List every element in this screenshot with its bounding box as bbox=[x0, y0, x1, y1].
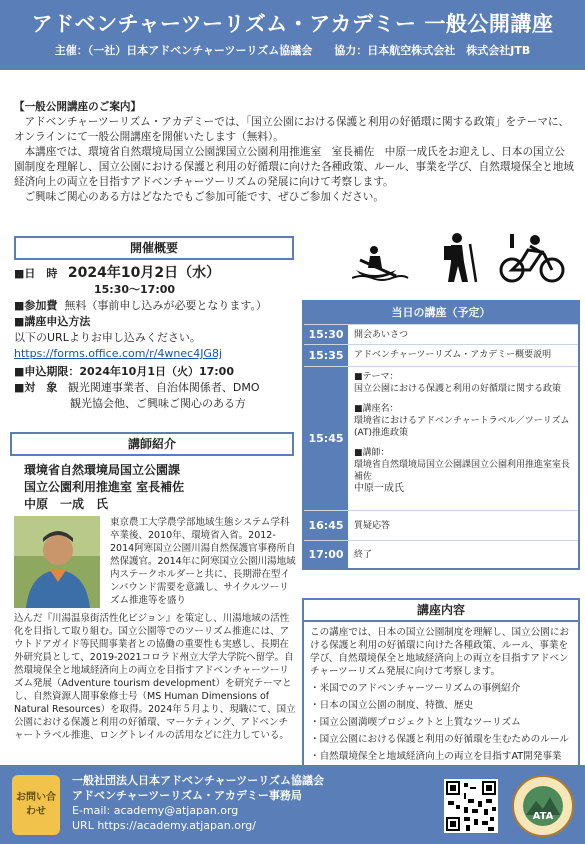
event-time: 15:30～17:00 bbox=[94, 283, 176, 296]
schedule-row bbox=[304, 324, 578, 344]
rowing-icon bbox=[352, 246, 408, 280]
schedule-row bbox=[304, 366, 578, 510]
apply-url-link[interactable]: https://forms.office.com/r/4wnec4JG8j bbox=[14, 347, 223, 360]
page-title: アドベンチャーツーリズム・アカデミー 一般公開講座 bbox=[31, 12, 554, 36]
schedule-time: 15:45 bbox=[304, 367, 348, 510]
schedule-text: 終了 bbox=[354, 550, 373, 560]
schedule-text: 開会あいさつ bbox=[354, 330, 409, 340]
target-line-2: 観光協会他、ご興味ご関心のある方 bbox=[70, 397, 246, 410]
logo-text: ATA bbox=[532, 811, 554, 822]
apply-text: 以下のURLよりお申し込みください。 bbox=[14, 331, 201, 344]
lecturer-name: 中原 一成 氏 bbox=[24, 497, 109, 511]
course-label: ■講座名： bbox=[354, 404, 399, 414]
theme-text: 国立公園における保護と利用の好循環に関する政策 bbox=[354, 384, 562, 394]
schedule-time: 15:30 bbox=[304, 325, 348, 344]
lecturer-org: 環境省自然環境局国立公園課国立公園利用推進室室長補佐 bbox=[354, 460, 571, 482]
fee-value: 無料（事前申し込みが必要となります。） bbox=[64, 299, 268, 312]
intro-paragraph-3: ご興味ご関心のある方はどなたでもご参加可能です、ぜひご参加ください。 bbox=[24, 191, 384, 203]
lecturer-bio-top: 東京農工大学農学部地域生態システム学科卒業後、2010年、環境省入省。2012-2014阿寒国立公園川湯自然保護官事務所自然保護官。2014年に阿寒国立公園川湯地域内ステークホルダーと共に、長期滞在型インバウンド需要を意識し、サイクルツーリズム推進等を盛り bbox=[110, 517, 296, 606]
schedule-time: 17:00 bbox=[304, 541, 348, 568]
organizers-line: 主催：（一社）日本アドベンチャーツーリズム協議会 協力：日本航空株式会社 株式会社JTB bbox=[54, 44, 531, 57]
schedule-time: 16:45 bbox=[304, 511, 348, 540]
footer-contact bbox=[72, 773, 324, 833]
content-body bbox=[302, 622, 580, 769]
qr-code[interactable] bbox=[444, 779, 498, 833]
schedule-table bbox=[302, 300, 580, 570]
schedule-time: 15:35 bbox=[304, 345, 348, 366]
email-label: E-mail: bbox=[72, 804, 114, 817]
content-item: ・国立公園満喫プロジェクトと上質なツーリズム bbox=[310, 717, 521, 728]
schedule-row bbox=[304, 344, 578, 366]
schedule-text: アドベンチャーツーリズム・アカデミー概要説明 bbox=[354, 350, 552, 360]
lecturer-title: 講師紹介 bbox=[10, 432, 294, 456]
apply-label: ■講座申込方法 bbox=[14, 315, 91, 328]
schedule-title: 当日の講座（予定） bbox=[304, 302, 578, 324]
overview-title: 開催概要 bbox=[14, 236, 294, 260]
fee-label: ■参加費 bbox=[14, 299, 58, 312]
email-link[interactable]: academy@atjapan.org bbox=[113, 804, 239, 817]
schedule-detail bbox=[348, 367, 578, 510]
intro-heading: 【一般公開講座のご案内】 bbox=[14, 101, 142, 113]
footer-org: 一般社団法人日本アドベンチャーツーリズム協議会 bbox=[72, 774, 325, 787]
content-item: ・国立公園における保護と利用の好循環を生むためのルール bbox=[310, 734, 569, 745]
overview-section bbox=[14, 265, 294, 412]
schedule-row bbox=[304, 540, 578, 568]
schedule-text: 質疑応答 bbox=[354, 521, 391, 531]
intro-paragraph-2: 本講座では、環境省自然環境局国立公園課国立公園利用推進室 室長補佐 中原一成氏をお迎えし、日本の国立公園制度を理解し、国立公園における保護と利用の好循環に向けた各種政策、ルール、事業を学び、自然環境保全と地域経済向上の両立を目指すアドベンチャーツーリズムの発展に向けて考察します。 bbox=[14, 146, 574, 188]
cycling-icon bbox=[501, 234, 563, 281]
content-item: ・米国でのアドベンチャーツーリズムの事例紹介 bbox=[310, 683, 521, 694]
lecturer-name: 中原一成氏 bbox=[354, 483, 404, 494]
website-link[interactable]: https://academy.atjapan.org/ bbox=[97, 819, 256, 832]
lecturer-photo bbox=[14, 516, 100, 608]
lecturer-bio-bottom: 込んだ『川湯温泉街活性化ビジョン』を策定し、川湯地域の活性化を目指して取り組む。国立公園等でのツーリズム推進には、アウトドアガイド等民間事業者との協働の重要性も実感し、長期在外研究員として、2019-2021コロラド州立大学大学院へ留学。自然環境保全と地域経済向上の両立を目指すアドベンチャーツーリズム発展（Adventure tourism development）を研究テーマとし、自然資源人間事象修士号（MS Human Dimensions of Natural Resources）を取得。2024年５月より、現職にて、国立公園における保護と利用の好循環、マーケティング、アドベンチャートラベル推進、ロングトレイルの活用などに注力している。 bbox=[14, 613, 296, 741]
target-line-1: 観光関連事業者、自治体関係者、DMO bbox=[67, 381, 260, 394]
lecturer-section bbox=[14, 462, 296, 741]
schedule-row bbox=[304, 510, 578, 540]
url-label: URL bbox=[72, 819, 98, 832]
footer bbox=[0, 765, 585, 844]
deadline: ■申込期限：2024年10月1日（火）17:00 bbox=[14, 365, 234, 378]
course-text: 環境省におけるアドベンチャートラベル／ツーリズム(AT)推進政策 bbox=[354, 416, 570, 438]
header-banner bbox=[0, 0, 585, 70]
theme-label: ■テーマ： bbox=[354, 372, 399, 382]
date-label: ■日 時 bbox=[14, 267, 58, 280]
content-section bbox=[302, 598, 580, 769]
lecturer-org-2: 国立公園利用推進室 室長補佐 bbox=[24, 480, 185, 494]
event-date: 2024年10月2日（水） bbox=[67, 265, 221, 281]
ata-logo bbox=[512, 775, 574, 837]
activity-icons bbox=[352, 230, 572, 286]
content-intro: この講座では、日本の国立公園制度を理解し、国立公園における保護と利用の好循環に向けた各種政策、ルール、事業を学び、自然環境保全と地域経済向上の両立を目指すアドベンチャーツーリズム発展に向けて考察します。 bbox=[310, 627, 570, 677]
intro-paragraph-1: アドベンチャーツーリズム・アカデミーでは、「国立公園における保護と利用の好循環に関する政策」をテーマに、オンラインにて一般公開講座を開催いたします（無料）。 bbox=[14, 116, 570, 143]
content-title: 講座内容 bbox=[302, 598, 580, 622]
lecturer-org-1: 環境省自然環境局国立公園課 bbox=[24, 463, 181, 477]
intro-section bbox=[14, 100, 574, 205]
content-item: ・自然環境保全と地域経済向上の両立を目指すAT開発事業 bbox=[310, 751, 562, 762]
target-label: ■対 象 bbox=[14, 381, 58, 394]
hiking-icon bbox=[444, 233, 476, 282]
contact-badge: お問い合わせ bbox=[12, 775, 60, 835]
footer-office: アドベンチャーツーリズム・アカデミー事務局 bbox=[72, 789, 302, 802]
content-item: ・日本の国立公園の制度、特徴、歴史 bbox=[310, 700, 474, 711]
lecturer-label: ■講師： bbox=[354, 448, 390, 458]
